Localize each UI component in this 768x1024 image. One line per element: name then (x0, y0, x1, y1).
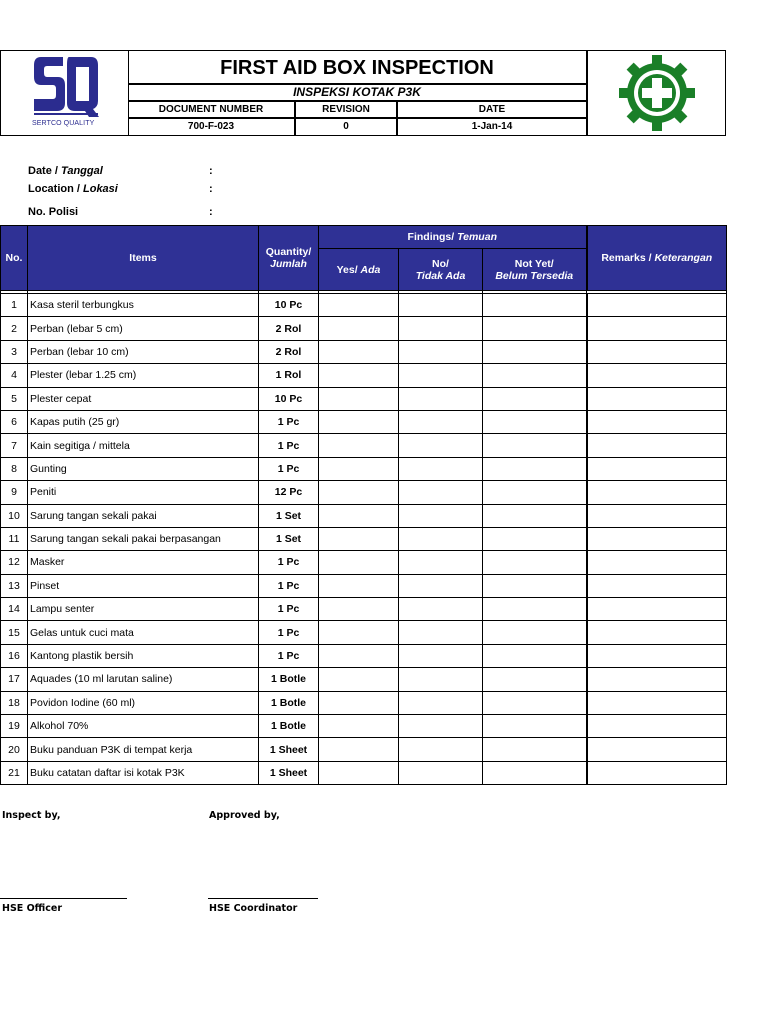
row-yes-cell[interactable] (319, 527, 399, 550)
row-remarks-cell[interactable] (587, 738, 727, 761)
table-row (1, 527, 727, 550)
row-not-yet-cell[interactable] (483, 434, 587, 457)
row-number: 12 (1, 551, 28, 574)
table-row (1, 738, 727, 761)
inspection-rows (1, 291, 727, 785)
row-item: Plester cepat (28, 387, 259, 410)
row-not-yet-cell[interactable] (483, 574, 587, 597)
row-yes-cell[interactable] (319, 504, 399, 527)
row-number: 21 (1, 761, 28, 784)
col-header-findings (319, 226, 587, 249)
row-item: Alkohol 70% (28, 715, 259, 738)
row-quantity: 1 Botle (259, 691, 319, 714)
row-item: Sarung tangan sekali pakai berpasangan (28, 527, 259, 550)
row-not-yet-cell[interactable] (483, 551, 587, 574)
row-quantity: 1 Pc (259, 574, 319, 597)
row-not-yet-cell[interactable] (483, 410, 587, 433)
row-remarks-cell[interactable] (587, 691, 727, 714)
row-remarks-cell[interactable] (587, 340, 727, 363)
row-remarks-cell[interactable] (587, 387, 727, 410)
safety-emblem (586, 51, 727, 135)
row-remarks-cell[interactable] (587, 715, 727, 738)
row-remarks-cell[interactable] (587, 527, 727, 550)
row-no-cell[interactable] (399, 691, 483, 714)
row-item: Buku panduan P3K di tempat kerja (28, 738, 259, 761)
field-date (28, 165, 213, 177)
inspection-table (0, 225, 727, 785)
row-number: 4 (1, 364, 28, 387)
row-not-yet-cell[interactable] (483, 317, 587, 340)
col-header-findings-label-it: Temuan (457, 231, 497, 243)
row-not-yet-cell[interactable] (483, 481, 587, 504)
row-quantity: 1 Pc (259, 644, 319, 667)
row-not-yet-cell[interactable] (483, 738, 587, 761)
date-label: DATE (478, 104, 506, 115)
row-yes-cell[interactable] (319, 668, 399, 691)
table-row (1, 574, 727, 597)
row-yes-cell[interactable] (319, 410, 399, 433)
row-item: Peniti (28, 481, 259, 504)
table-row (1, 691, 727, 714)
table-row (1, 668, 727, 691)
col-header-not-yet-label-it: Belum Tersedia (495, 269, 574, 282)
revision-value: 0 (296, 119, 398, 135)
table-row (1, 551, 727, 574)
row-no-cell[interactable] (399, 738, 483, 761)
revision-label: REVISION (296, 102, 398, 117)
row-yes-cell[interactable] (319, 340, 399, 363)
row-quantity: 2 Rol (259, 317, 319, 340)
row-number: 15 (1, 621, 28, 644)
row-not-yet-cell[interactable] (483, 504, 587, 527)
col-header-items: Items (28, 226, 259, 291)
row-item: Kapas putih (25 gr) (28, 410, 259, 433)
table-row (1, 434, 727, 457)
row-yes-cell[interactable] (319, 387, 399, 410)
row-item: Lampu senter (28, 598, 259, 621)
table-row (1, 504, 727, 527)
row-quantity: 1 Rol (259, 364, 319, 387)
field-police-number (28, 206, 213, 218)
row-item: Gelas untuk cuci mata (28, 621, 259, 644)
table-row (1, 317, 727, 340)
row-not-yet-cell[interactable] (483, 621, 587, 644)
row-yes-cell[interactable] (319, 644, 399, 667)
document-header (0, 50, 726, 136)
document-title: FIRST AID BOX INSPECTION (128, 51, 586, 85)
col-header-findings-label: Findings/ (407, 231, 458, 243)
row-quantity: 1 Pc (259, 621, 319, 644)
row-yes-cell[interactable] (319, 574, 399, 597)
field-police-label: No. Polisi (28, 206, 79, 218)
col-header-no: No. (1, 226, 28, 291)
row-not-yet-cell[interactable] (483, 644, 587, 667)
row-no-cell[interactable] (399, 551, 483, 574)
row-not-yet-cell[interactable] (483, 598, 587, 621)
col-header-no-finding-label: No/ (432, 257, 449, 270)
field-police-colon: : (209, 206, 213, 218)
row-number: 10 (1, 504, 28, 527)
row-remarks-cell[interactable] (587, 761, 727, 784)
col-header-remarks-label: Remarks / (601, 252, 655, 264)
title-block (128, 51, 586, 135)
col-header-quantity-label: Quantity/ (265, 246, 312, 258)
row-no-cell[interactable] (399, 364, 483, 387)
row-no-cell[interactable] (399, 598, 483, 621)
row-remarks-cell[interactable] (587, 317, 727, 340)
row-no-cell[interactable] (399, 644, 483, 667)
row-number: 3 (1, 340, 28, 363)
row-yes-cell[interactable] (319, 715, 399, 738)
col-header-no-finding (399, 249, 483, 291)
row-number: 2 (1, 317, 28, 340)
row-no-cell[interactable] (399, 504, 483, 527)
approver-role: HSE Coordinator (209, 903, 298, 914)
row-remarks-cell[interactable] (587, 457, 727, 480)
row-remarks-cell[interactable] (587, 598, 727, 621)
row-item: Masker (28, 551, 259, 574)
col-header-not-yet (483, 249, 587, 291)
row-number: 14 (1, 598, 28, 621)
field-location-colon: : (209, 183, 213, 195)
table-row (1, 715, 727, 738)
table-row (1, 364, 727, 387)
row-item: Povidon Iodine (60 ml) (28, 691, 259, 714)
row-number: 16 (1, 644, 28, 667)
table-row (1, 457, 727, 480)
row-remarks-cell[interactable] (587, 644, 727, 667)
row-item: Gunting (28, 457, 259, 480)
table-row (1, 761, 727, 784)
company-logo (1, 51, 129, 135)
doc-number-label: DOCUMENT NUMBER (128, 102, 296, 117)
row-remarks-cell[interactable] (587, 481, 727, 504)
row-quantity: 2 Rol (259, 340, 319, 363)
row-number: 1 (1, 294, 28, 317)
meta-labels (128, 102, 586, 119)
row-quantity: 10 Pc (259, 294, 319, 317)
row-remarks-cell[interactable] (587, 621, 727, 644)
row-no-cell[interactable] (399, 317, 483, 340)
inspector-role: HSE Officer (2, 903, 63, 914)
row-yes-cell[interactable] (319, 294, 399, 317)
col-header-yes-label: Yes/ (336, 263, 361, 276)
row-quantity: 1 Pc (259, 434, 319, 457)
row-quantity: 1 Botle (259, 668, 319, 691)
row-yes-cell[interactable] (319, 364, 399, 387)
row-item: Kasa steril terbungkus (28, 294, 259, 317)
row-number: 19 (1, 715, 28, 738)
col-header-remarks (587, 226, 727, 291)
row-quantity: 1 Sheet (259, 738, 319, 761)
row-number: 11 (1, 527, 28, 550)
row-yes-cell[interactable] (319, 481, 399, 504)
col-header-quantity-label-it: Jumlah (270, 258, 307, 270)
table-row (1, 598, 727, 621)
row-quantity: 1 Pc (259, 551, 319, 574)
row-quantity: 12 Pc (259, 481, 319, 504)
row-quantity: 1 Sheet (259, 761, 319, 784)
row-not-yet-cell[interactable] (483, 387, 587, 410)
row-number: 13 (1, 574, 28, 597)
inspect-by-label: Inspect by, (2, 810, 61, 821)
row-yes-cell[interactable] (319, 551, 399, 574)
row-item: Aquades (10 ml larutan saline) (28, 668, 259, 691)
row-remarks-cell[interactable] (587, 504, 727, 527)
row-not-yet-cell[interactable] (483, 761, 587, 784)
row-yes-cell[interactable] (319, 621, 399, 644)
table-row (1, 644, 727, 667)
logo-caption: SERTCO QUALITY (32, 120, 95, 127)
approver-signature-line (208, 898, 318, 899)
row-yes-cell[interactable] (319, 691, 399, 714)
row-quantity: 1 Set (259, 527, 319, 550)
row-no-cell[interactable] (399, 761, 483, 784)
row-not-yet-cell[interactable] (483, 715, 587, 738)
row-not-yet-cell[interactable] (483, 340, 587, 363)
row-item: Perban (lebar 10 cm) (28, 340, 259, 363)
row-remarks-cell[interactable] (587, 551, 727, 574)
row-no-cell[interactable] (399, 715, 483, 738)
row-not-yet-cell[interactable] (483, 457, 587, 480)
row-not-yet-cell[interactable] (483, 527, 587, 550)
row-quantity: 1 Set (259, 504, 319, 527)
row-remarks-cell[interactable] (587, 410, 727, 433)
row-no-cell[interactable] (399, 294, 483, 317)
row-not-yet-cell[interactable] (483, 668, 587, 691)
document-subtitle: INSPEKSI KOTAK P3K (128, 85, 586, 102)
row-no-cell[interactable] (399, 457, 483, 480)
table-row (1, 481, 727, 504)
row-remarks-cell[interactable] (587, 434, 727, 457)
row-no-cell[interactable] (399, 434, 483, 457)
row-quantity: 10 Pc (259, 387, 319, 410)
row-number: 18 (1, 691, 28, 714)
row-not-yet-cell[interactable] (483, 294, 587, 317)
row-no-cell[interactable] (399, 574, 483, 597)
table-row (1, 340, 727, 363)
row-number: 17 (1, 668, 28, 691)
table-row (1, 621, 727, 644)
row-yes-cell[interactable] (319, 457, 399, 480)
row-yes-cell[interactable] (319, 317, 399, 340)
row-item: Plester (lebar 1.25 cm) (28, 364, 259, 387)
col-header-remarks-label-it: Keterangan (654, 252, 713, 264)
col-header-yes-label-it: Ada (360, 263, 381, 276)
date-value: 1-Jan-14 (471, 121, 513, 132)
table-row (1, 410, 727, 433)
doc-number-value: 700-F-023 (128, 119, 296, 135)
row-number: 20 (1, 738, 28, 761)
row-remarks-cell[interactable] (587, 294, 727, 317)
row-item: Perban (lebar 5 cm) (28, 317, 259, 340)
approved-by-label: Approved by, (209, 810, 280, 821)
row-quantity: 1 Pc (259, 457, 319, 480)
row-quantity: 1 Pc (259, 598, 319, 621)
row-no-cell[interactable] (399, 621, 483, 644)
row-yes-cell[interactable] (319, 738, 399, 761)
row-item: Pinset (28, 574, 259, 597)
row-item: Kain segitiga / mittela (28, 434, 259, 457)
row-yes-cell[interactable] (319, 434, 399, 457)
meta-values (128, 119, 586, 135)
row-yes-cell[interactable] (319, 598, 399, 621)
row-not-yet-cell[interactable] (483, 364, 587, 387)
safety-gear-cross-icon (588, 51, 727, 135)
table-row (1, 387, 727, 410)
row-item: Buku catatan daftar isi kotak P3K (28, 761, 259, 784)
field-location-label: Location / (28, 183, 83, 195)
row-number: 6 (1, 410, 28, 433)
row-no-cell[interactable] (399, 410, 483, 433)
col-header-quantity (259, 226, 319, 291)
row-no-cell[interactable] (399, 340, 483, 363)
row-no-cell[interactable] (399, 527, 483, 550)
col-header-yes (319, 249, 399, 291)
field-location (28, 183, 213, 195)
row-yes-cell[interactable] (319, 761, 399, 784)
row-quantity: 1 Botle (259, 715, 319, 738)
row-not-yet-cell[interactable] (483, 691, 587, 714)
field-date-label: Date / (28, 165, 62, 177)
row-remarks-cell[interactable] (587, 364, 727, 387)
row-number: 5 (1, 387, 28, 410)
table-row (1, 294, 727, 317)
field-location-label-it: Lokasi (83, 183, 118, 195)
row-item: Sarung tangan sekali pakai (28, 504, 259, 527)
row-quantity: 1 Pc (259, 410, 319, 433)
col-header-no-finding-label-it: Tidak Ada (415, 269, 466, 282)
field-date-label-it: Tanggal (61, 165, 103, 177)
row-number: 7 (1, 434, 28, 457)
row-number: 9 (1, 481, 28, 504)
row-number: 8 (1, 457, 28, 480)
row-remarks-cell[interactable] (587, 574, 727, 597)
row-no-cell[interactable] (399, 481, 483, 504)
row-no-cell[interactable] (399, 387, 483, 410)
col-header-not-yet-label: Not Yet/ (514, 257, 554, 270)
row-no-cell[interactable] (399, 668, 483, 691)
row-remarks-cell[interactable] (587, 668, 727, 691)
inspector-signature-line (0, 898, 127, 899)
row-item: Kantong plastik bersih (28, 644, 259, 667)
field-date-colon: : (209, 165, 213, 177)
